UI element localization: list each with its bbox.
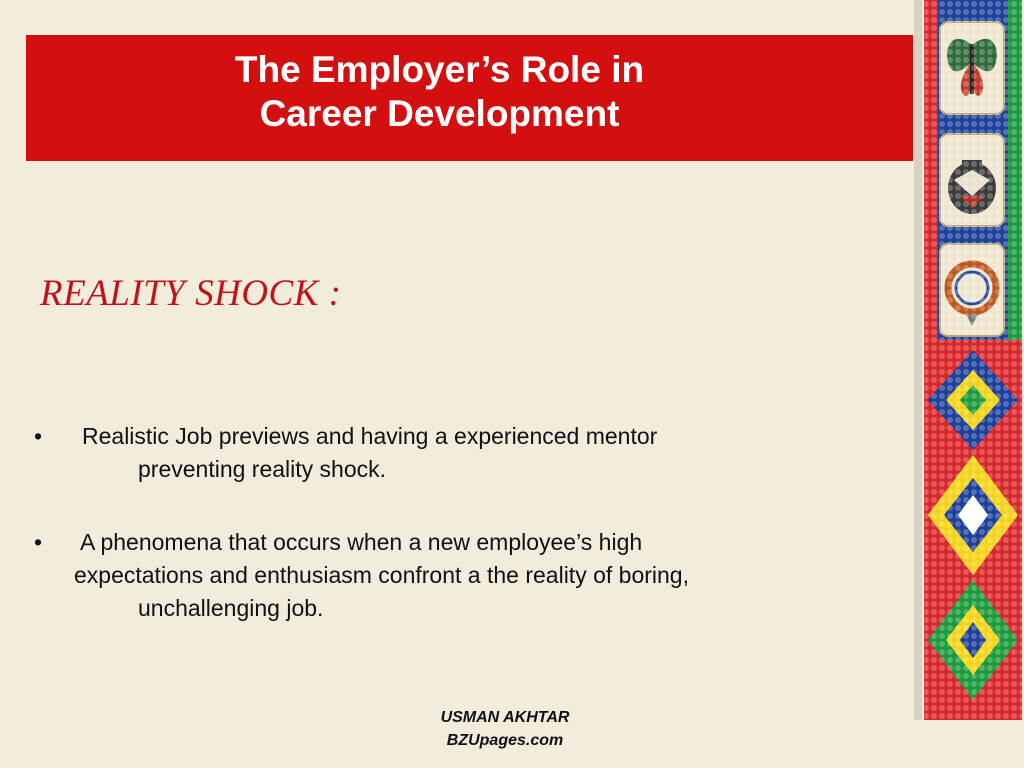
footer-author: USMAN AKHTAR — [440, 709, 570, 726]
bullet-1-line-2: preventing reality shock. — [138, 456, 387, 482]
bullet-list — [34, 420, 884, 665]
bullet-2-line-2: expectations and enthusiasm confront a the reality of boring, — [74, 562, 689, 588]
bullet-2-line-3: unchallenging job. — [138, 595, 324, 621]
bullet-item — [34, 526, 884, 625]
bullet-marker: • — [34, 423, 43, 449]
title-bar — [26, 35, 913, 161]
bullet-item — [34, 420, 884, 486]
bullet-2-line-1: A phenomena that occurs when a new employee’s high — [80, 529, 643, 555]
bullet-1-line-1: Realistic Job previews and having a experienced mentor — [82, 423, 658, 449]
section-heading: REALITY SHOCK : — [40, 273, 342, 314]
footer-credit — [405, 706, 605, 752]
footer-site: BZUpages.com — [446, 732, 564, 749]
beaded-border-strip — [914, 0, 1024, 720]
beaded-pattern-icon — [914, 0, 1024, 720]
title-line-1: The Employer’s Role in — [234, 49, 645, 90]
bullet-marker: • — [34, 529, 43, 555]
title-line-2: Career Development — [259, 93, 620, 134]
